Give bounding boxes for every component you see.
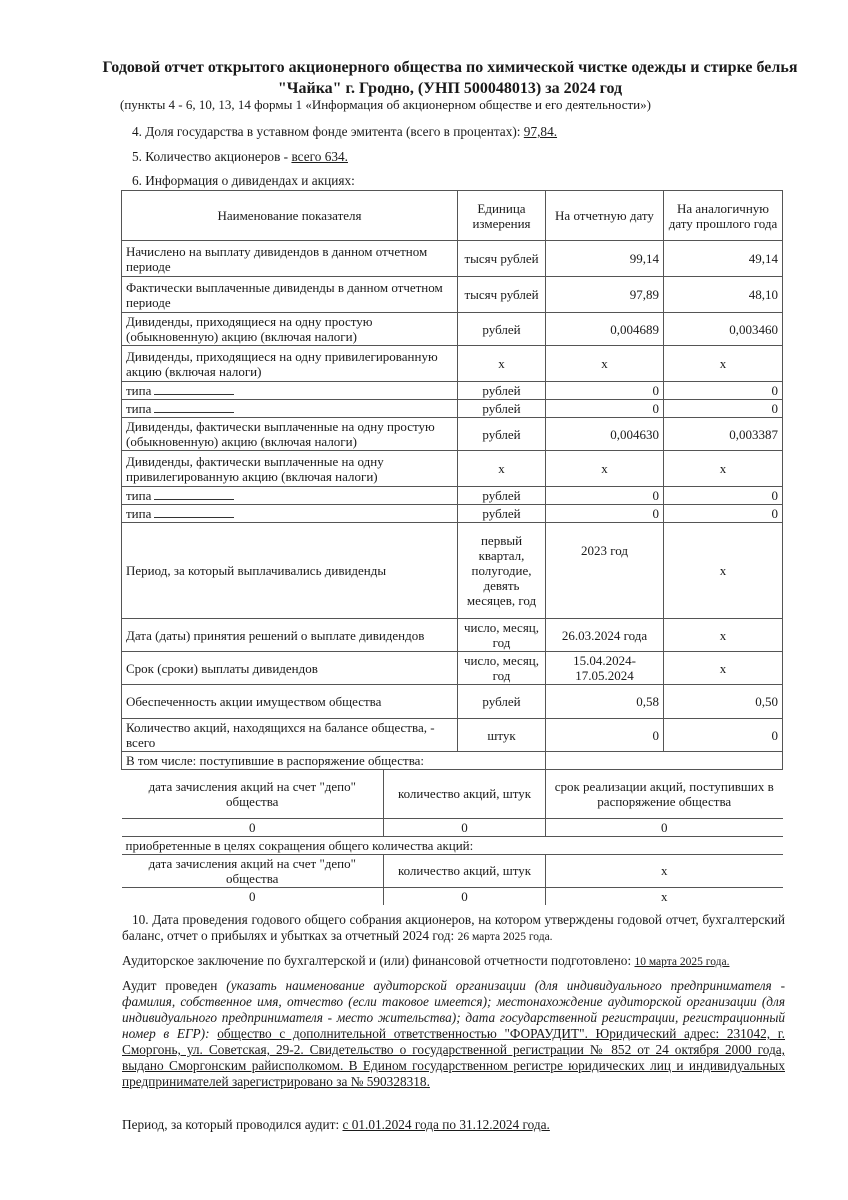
row-previous: 0 — [664, 400, 783, 418]
row-name: Дивиденды, фактически выплаченные на одну простую (обыкновенную) акцию (включая налоги) — [122, 418, 458, 451]
item-4 — [132, 124, 557, 140]
row-previous: x — [664, 652, 783, 685]
acquired-value-x: x — [546, 887, 783, 905]
row-name: Обеспеченность акции имуществом общества — [122, 685, 458, 719]
row-unit: x — [458, 451, 546, 487]
row-name: Фактически выплаченные дивиденды в данном отчетном периоде — [122, 277, 458, 313]
row-unit: число, месяц, год — [458, 652, 546, 685]
table-row — [122, 451, 783, 487]
row-unit: рублей — [458, 382, 546, 400]
acquired-value-date: 0 — [122, 887, 384, 905]
row-unit: рублей — [458, 418, 546, 451]
row-current: 0 — [546, 382, 664, 400]
received-header-date: дата зачисления акций на счет "депо" общества — [122, 770, 384, 818]
acquired-value-count: 0 — [384, 887, 546, 905]
item-10-date: 26 марта 2025 года. — [457, 931, 553, 943]
audit-conclusion-label: Аудиторское заключение по бухгалтерской и (или) финансовой отчетности подготовлено: — [122, 953, 635, 968]
row-previous: 0 — [664, 382, 783, 400]
table-row — [122, 277, 783, 313]
header-previous: На аналогичную дату прошлого года — [664, 191, 783, 241]
type-label: типа — [126, 506, 152, 521]
row-name — [122, 487, 458, 505]
received-values-row — [122, 818, 783, 836]
row-current: x — [546, 451, 664, 487]
row-unit: рублей — [458, 487, 546, 505]
table-row — [122, 313, 783, 346]
header-indicator: Наименование показателя — [122, 191, 458, 241]
row-current: 0,004689 — [546, 313, 664, 346]
row-name: Период, за который выплачивались дивиденды — [122, 523, 458, 619]
row-current: 15.04.2024-17.05.2024 — [546, 652, 664, 685]
received-header-term: срок реализации акций, поступивших в распоряжение общества — [546, 770, 783, 818]
row-current: 0 — [546, 487, 664, 505]
received-header-count: количество акций, штук — [384, 770, 546, 818]
type-label: типа — [126, 488, 152, 503]
row-previous: 48,10 — [664, 277, 783, 313]
row-name — [122, 400, 458, 418]
row-current: 0 — [546, 400, 664, 418]
table-row — [122, 619, 783, 652]
row-unit: число, месяц, год — [458, 619, 546, 652]
table-row — [122, 241, 783, 277]
row-name: Дивиденды, приходящиеся на одну привилегированную акцию (включая налоги) — [122, 346, 458, 382]
received-subtable — [122, 770, 783, 905]
acquired-header-date: дата зачисления акций на счет "депо" общества — [122, 854, 384, 887]
item-6-label: 6. Информация о дивидендах и акциях: — [132, 173, 355, 188]
audit-period-label: Период, за который проводился аудит: — [122, 1117, 343, 1132]
row-previous: 0,003460 — [664, 313, 783, 346]
row-name: Количество акций, находящихся на балансе общества, - всего — [122, 719, 458, 752]
table-row — [122, 685, 783, 719]
received-value-term: 0 — [546, 818, 783, 836]
row-previous: 0 — [664, 719, 783, 752]
row-name: Дивиденды, фактически выплаченные на одну привилегированную акцию (включая налоги) — [122, 451, 458, 487]
table-header-row — [122, 191, 783, 241]
table-row — [122, 487, 783, 505]
item-4-value: 97,84. — [523, 124, 558, 139]
table-row — [122, 719, 783, 752]
row-current: 26.03.2024 года — [546, 619, 664, 652]
document-subtitle: (пункты 4 - 6, 10, 13, 14 формы 1 «Информация об акционерном обществе и его деятельности») — [120, 97, 651, 112]
row-unit: первый квартал, полугодие, девять месяцев, год — [458, 523, 546, 619]
table-row — [122, 418, 783, 451]
acquired-header-row — [122, 854, 783, 887]
section-received-label: В том числе: поступившие в распоряжение общества: — [122, 752, 546, 770]
table-row — [122, 346, 783, 382]
received-header-row — [122, 770, 783, 818]
row-current: 2023 год — [546, 523, 664, 619]
audit-conclusion-date: 10 марта 2025 года. — [634, 956, 730, 968]
section-received-empty — [546, 752, 783, 770]
blank-line — [154, 506, 234, 518]
row-previous: x — [664, 619, 783, 652]
row-current: 0 — [546, 505, 664, 523]
row-name: Дивиденды, приходящиеся на одну простую (обыкновенную) акцию (включая налоги) — [122, 313, 458, 346]
section-received-row — [122, 752, 783, 770]
blank-line — [154, 383, 234, 395]
row-unit: рублей — [458, 685, 546, 719]
row-previous: x — [664, 451, 783, 487]
row-previous: 0,50 — [664, 685, 783, 719]
row-previous: x — [664, 523, 783, 619]
row-unit: тысяч рублей — [458, 277, 546, 313]
document-title: Годовой отчет открытого акционерного общества по химической чистке одежды и стирке белья "Чайка" г. Гродно, (УНП 500048013) за 2024 год — [102, 59, 798, 97]
blank-line — [154, 401, 234, 413]
audit-by-hint: (указать наименование аудиторской организации (для индивидуального предпринимателя - фамилия, собственное имя, отчество (если таковое имеется); местонахождение аудиторской организации (для индивидуального предпринимателя - место жительства); дата государственной регистрации, регистрационный номер в ЕГР): — [122, 978, 786, 1041]
received-value-date: 0 — [122, 818, 384, 836]
item-5-value: всего 634. — [291, 149, 348, 164]
row-name: Срок (сроки) выплаты дивидендов — [122, 652, 458, 685]
row-name: Начислено на выплату дивидендов в данном отчетном периоде — [122, 241, 458, 277]
type-label: типа — [126, 401, 152, 416]
item-10 — [122, 912, 785, 945]
audit-conclusion — [122, 953, 785, 970]
row-current: 97,89 — [546, 277, 664, 313]
table-row — [122, 652, 783, 685]
row-name — [122, 505, 458, 523]
row-previous: x — [664, 346, 783, 382]
blank-line — [154, 488, 234, 500]
row-previous: 0,003387 — [664, 418, 783, 451]
type-label: типа — [126, 383, 152, 398]
header-unit: Единица измерения — [458, 191, 546, 241]
audit-by-value: общество с дополнительной ответственностью "ФОРАУДИТ". Юридический адрес: 231042, г. Сморгонь, ул. Советская, 29-2. Свидетельство о государственной регистрации № 852 от 24 октября 2000 года, выдано Сморгонским райисполкомом. В Едином государственном регистре юридических лиц и индивидуальных предпринимателей зарегистрировано за № 590328318. — [122, 1026, 786, 1089]
acquired-header-x: x — [546, 854, 783, 887]
received-subtable-row — [122, 770, 783, 905]
table-row — [122, 523, 783, 619]
item-5-label: 5. Количество акционеров - — [132, 149, 292, 164]
audit-by-label: Аудит проведен — [122, 978, 227, 993]
received-value-count: 0 — [384, 818, 546, 836]
audit-by — [122, 978, 785, 1090]
row-unit: рублей — [458, 313, 546, 346]
row-current: 99,14 — [546, 241, 664, 277]
acquired-header-count: количество акций, штук — [384, 854, 546, 887]
table-row — [122, 400, 783, 418]
dividends-table — [121, 190, 783, 905]
row-unit: тысяч рублей — [458, 241, 546, 277]
section-acquired-row — [122, 836, 783, 854]
row-previous: 0 — [664, 487, 783, 505]
item-5 — [132, 149, 348, 165]
table-row — [122, 505, 783, 523]
section-acquired-label: приобретенные в целях сокращения общего количества акций: — [122, 836, 783, 854]
row-name: Дата (даты) принятия решений о выплате дивидендов — [122, 619, 458, 652]
item-10-text: 10. Дата проведения годового общего собрания акционеров, на котором утверждены годовой отчет, бухгалтерский баланс, отчет о прибылях и убытках за отчетный 2024 год: — [122, 912, 785, 943]
row-unit: рублей — [458, 505, 546, 523]
row-current: 0,004630 — [546, 418, 664, 451]
item-4-label: 4. Доля государства в уставном фонде эмитента (всего в процентах): — [132, 124, 524, 139]
row-previous: 0 — [664, 505, 783, 523]
table-row — [122, 382, 783, 400]
header-current: На отчетную дату — [546, 191, 664, 241]
audit-period-value: с 01.01.2024 года по 31.12.2024 года. — [342, 1117, 550, 1132]
row-current: 0 — [546, 719, 664, 752]
row-unit: рублей — [458, 400, 546, 418]
row-unit: x — [458, 346, 546, 382]
received-subtable-container — [122, 770, 783, 905]
audit-period — [122, 1117, 785, 1133]
row-previous: 49,14 — [664, 241, 783, 277]
row-name — [122, 382, 458, 400]
row-current: x — [546, 346, 664, 382]
acquired-values-row — [122, 887, 783, 905]
row-unit: штук — [458, 719, 546, 752]
row-current: 0,58 — [546, 685, 664, 719]
